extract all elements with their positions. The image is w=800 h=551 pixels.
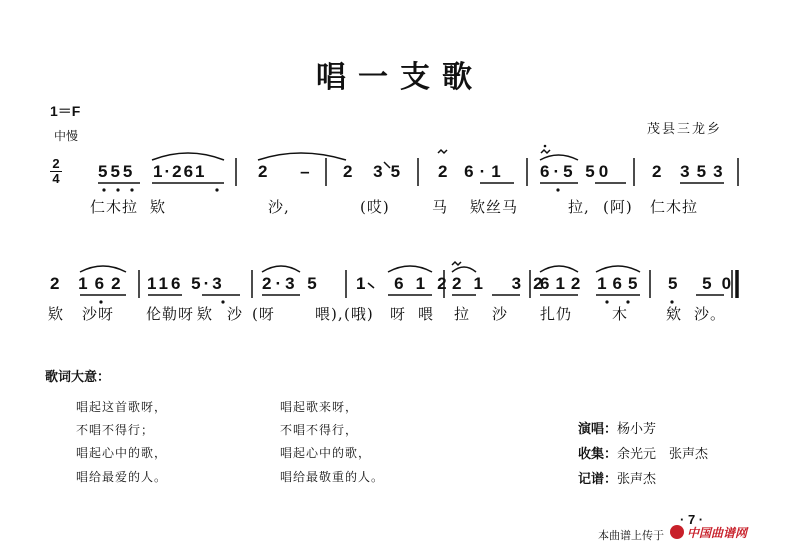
- trill-mark: [438, 150, 447, 153]
- credit-label: 演唱：: [578, 422, 618, 437]
- translation-line: 唱起这首歌呀，: [76, 400, 168, 414]
- credit-value: 杨小芳: [617, 422, 657, 437]
- slur: [388, 266, 432, 272]
- measure-notes: 1 612: [356, 274, 459, 293]
- translation-line: 唱起心中的歌，: [76, 446, 168, 460]
- slur: [540, 155, 578, 160]
- translation-line: 不唱不得行，: [280, 423, 359, 437]
- slur: [452, 267, 476, 272]
- slur: [80, 266, 126, 272]
- credit-label: 记谱：: [578, 472, 618, 487]
- translation-line: 唱给最敬重的人。: [280, 470, 385, 484]
- tempo-marking: 中慢: [54, 129, 79, 143]
- translation-line: 唱起心中的歌，: [280, 446, 372, 460]
- lyric: 拉: [454, 305, 471, 323]
- lyric: 马: [432, 198, 449, 216]
- lyric: 欵: [150, 198, 167, 216]
- lyric: 欵丝马: [470, 198, 519, 216]
- measure-notes: 5 50: [668, 274, 742, 293]
- translation-line: 唱给最爱的人。: [76, 470, 168, 484]
- slur: [540, 266, 578, 272]
- lyric: 沙: [492, 305, 509, 323]
- lyric: 扎仍: [540, 305, 573, 323]
- measure-notes: 21 32: [452, 274, 555, 293]
- meter-top: 2: [52, 156, 60, 171]
- measure-notes: 2 6·1: [438, 162, 507, 181]
- measure-notes: 2 353: [652, 162, 730, 181]
- lyric: 欸: [666, 305, 683, 323]
- slur: [258, 153, 346, 160]
- lyric: 沙: [227, 305, 244, 323]
- measure-notes: 6·5 50: [540, 162, 613, 181]
- translation-heading: 歌词大意：: [45, 370, 111, 385]
- measure-notes: 2·3 5: [262, 274, 321, 293]
- measure-notes: 2 162: [50, 274, 128, 293]
- measure-notes: 116 5·3: [147, 274, 225, 293]
- lyric: (哎): [360, 198, 390, 216]
- lyric: 沙,: [268, 198, 290, 216]
- lyric: 呀: [390, 305, 407, 323]
- key-signature: 1＝F: [50, 103, 81, 119]
- credit-transcriber: [578, 468, 656, 487]
- credit-label: 收集：: [578, 447, 618, 462]
- lyric: 伦勒呀: [146, 305, 195, 323]
- measure-notes: 1·261: [153, 162, 207, 181]
- credit-value: 张声杰: [617, 472, 657, 487]
- trill-mark: [452, 262, 461, 265]
- measure-notes: 2 –: [258, 162, 324, 181]
- translation-line: 唱起歌来呀，: [280, 400, 359, 414]
- measure-notes: 2 35: [343, 162, 409, 181]
- lyric: 木: [612, 305, 629, 323]
- site-logo-icon: [670, 525, 684, 539]
- lyric: 仁木拉: [90, 198, 139, 216]
- lyric: (阿): [603, 198, 633, 216]
- lyric: 欵: [197, 305, 214, 323]
- measure-notes: 612 165: [540, 274, 644, 293]
- credit-performer: [578, 418, 656, 437]
- lyric: 沙呀: [82, 305, 115, 323]
- slur: [152, 153, 224, 160]
- translation-line: 不唱不得行；: [76, 423, 155, 437]
- trill-mark: [541, 150, 550, 153]
- lyric: 沙。: [694, 305, 727, 323]
- lyric: 喂: [418, 305, 435, 323]
- meter-bottom: 4: [52, 171, 60, 186]
- page-title: 唱一支歌: [316, 60, 484, 95]
- upload-notice: 本曲谱上传于: [598, 529, 664, 542]
- lyric: 拉,: [568, 198, 590, 216]
- page-number: · 7 ·: [680, 512, 704, 527]
- slur: [262, 266, 300, 272]
- song-origin: 茂县三龙乡: [647, 122, 723, 137]
- site-logo-text: 中国曲谱网: [687, 526, 748, 540]
- lyric: 欵: [48, 305, 65, 323]
- measure-notes: 555: [98, 162, 136, 181]
- lyric: 喂),: [315, 305, 344, 323]
- lyric: 仁木拉: [650, 198, 699, 216]
- lyric: (呀: [252, 305, 275, 323]
- slur: [596, 266, 640, 272]
- credit-collector: [578, 443, 708, 462]
- credit-value: 余光元 张声杰: [617, 447, 709, 462]
- lyric: (哦): [344, 305, 374, 323]
